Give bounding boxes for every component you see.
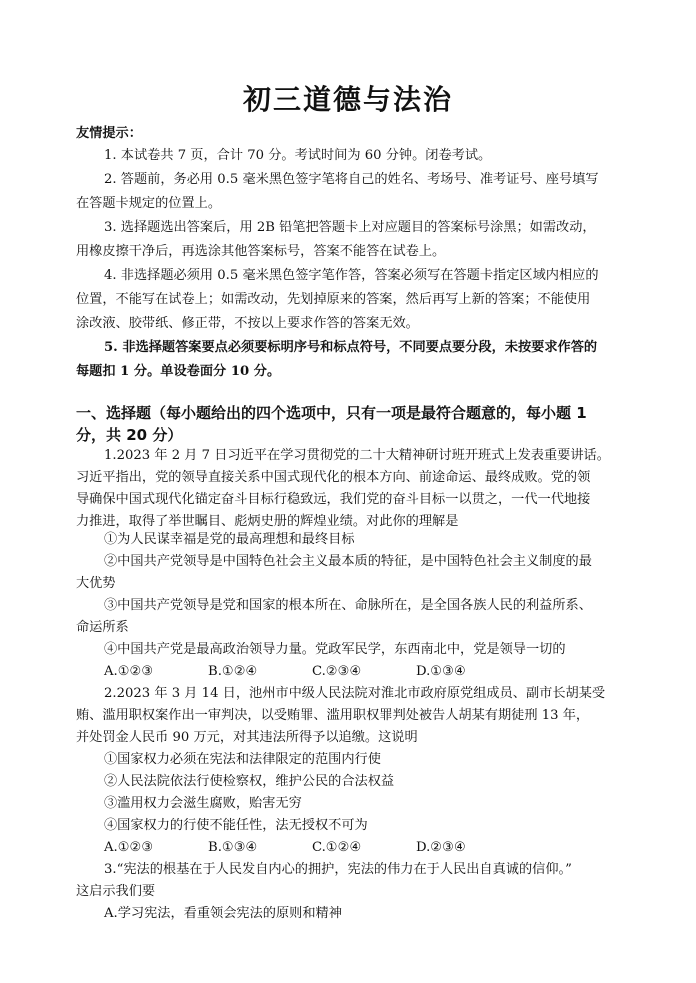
q1-item-2-line-1: ②中国共产党领导是中国特色社会主义最本质的特征，是中国特色社会主义制度的最 [104,554,592,569]
tip-2-line-2: 在答题卡规定的位置上。 [76,196,222,211]
q2-item-1: ①国家权力必须在宪法和法律限定的范围内行使 [104,752,381,767]
page-title: 初三道德与法治 [242,83,453,116]
q1-item-3-line-1: ③中国共产党领导是党和国家的根本所在、命脉所在，是全国各族人民的利益所系、 [104,598,592,613]
tip-5-line-2: 每题扣 1 分。单设卷面分 10 分。 [76,364,281,379]
q1-item-2-line-2: 大优势 [76,576,116,591]
tip-3-line-1: 3. 选择题选出答案后，用 2B 铅笔把答题卡上对应题目的答案标号涂黑；如需改动， [104,220,596,235]
q2-item-2: ②人民法院依法行使检察权，维护公民的合法权益 [104,774,395,789]
q1-stem-line-4: 力推进，取得了举世瞩目、彪炳史册的辉煌业绩。对此你的理解是 [76,514,459,529]
q1-option-d: D.①③④ [416,664,466,679]
section-1-heading-line-1: 一、选择题（每小题给出的四个选项中，只有一项是最符合题意的，每小题 1 [76,404,587,422]
q3-option-a: A.学习宪法，看重领会宪法的原则和精神 [104,906,342,921]
q2-option-d: D.②③④ [416,840,466,855]
q1-options [104,662,520,682]
tip-5-line-1: 5. 非选择题答案要点必须要标明序号和标点符号，不同要点要分段，未按要求作答的 [104,340,598,355]
q2-stem-line-3: 并处罚金人民币 90 万元，对其违法所得予以追缴。这说明 [76,730,418,745]
q1-option-a: A.①②③ [104,664,154,679]
q1-stem-line-1: 1.2023 年 2 月 7 日习近平在学习贯彻党的二十大精神研讨班开班式上发表重要讲话。 [104,448,610,463]
tip-1: 1. 本试卷共 7 页，合计 70 分。考试时间为 60 分钟。闭卷考试。 [104,148,492,163]
q1-option-c: C.②③④ [312,664,362,679]
tip-4-line-3: 涂改液、胶带纸、修正带，不按以上要求作答的答案无效。 [76,316,419,331]
q1-item-3-line-2: 命运所系 [76,620,129,635]
tip-4-line-1: 4. 非选择题必须用 0.5 毫米黑色签字笔作答，答案必须写在答题卡指定区域内相应的 [104,268,599,283]
q1-option-b: B.①②④ [208,664,258,679]
q2-option-a: A.①②③ [104,840,154,855]
section-1-heading-line-2: 分，共 20 分） [76,426,183,444]
q1-stem-line-3: 导确保中国式现代化锚定奋斗目标行稳致远，我们党的奋斗目标一以贯之，一代一代地接 [76,492,591,507]
q3-stem-line-1: 3.“宪法的根基在于人民发自内心的拥护，宪法的伟力在于人民出自真诚的信仰。” [104,862,572,877]
q2-stem-line-1: 2.2023 年 3 月 14 日，池州市中级人民法院对淮北市政府原党组成员、副市长胡某受 [104,686,606,701]
q2-option-b: B.①③④ [208,840,258,855]
tips-heading: 友情提示： [76,126,142,141]
q2-item-3: ③滥用权力会滋生腐败，贻害无穷 [104,796,302,811]
q2-item-4: ④国家权力的行使不能任性，法无授权不可为 [104,818,368,833]
tip-2-line-1: 2. 答题前，务必用 0.5 毫米黑色签字笔将自己的姓名、考场号、准考证号、座号填写 [104,172,599,187]
q2-stem-line-2: 贿、滥用职权案作出一审判决，以受贿罪、滥用职权罪判处被告人胡某有期徒刑 13 年， [76,708,590,723]
q1-stem-line-2: 习近平指出，党的领导直接关系中国式现代化的根本方向、前途命运、最终成败。党的领 [76,470,591,485]
q3-stem-line-2: 这启示我们要 [76,884,156,899]
q1-item-1: ①为人民谋幸福是党的最高理想和最终目标 [104,532,355,547]
tip-4-line-2: 位置，不能写在试卷上；如需改动，先划掉原来的答案，然后再写上新的答案；不能使用 [76,292,591,307]
q2-options [104,838,520,858]
tip-3-line-2: 用橡皮擦干净后，再选涂其他答案标号，答案不能答在试卷上。 [76,244,446,259]
q2-option-c: C.①②④ [312,840,362,855]
q1-item-4: ④中国共产党是最高政治领导力量。党政军民学，东西南北中，党是领导一切的 [104,642,566,657]
